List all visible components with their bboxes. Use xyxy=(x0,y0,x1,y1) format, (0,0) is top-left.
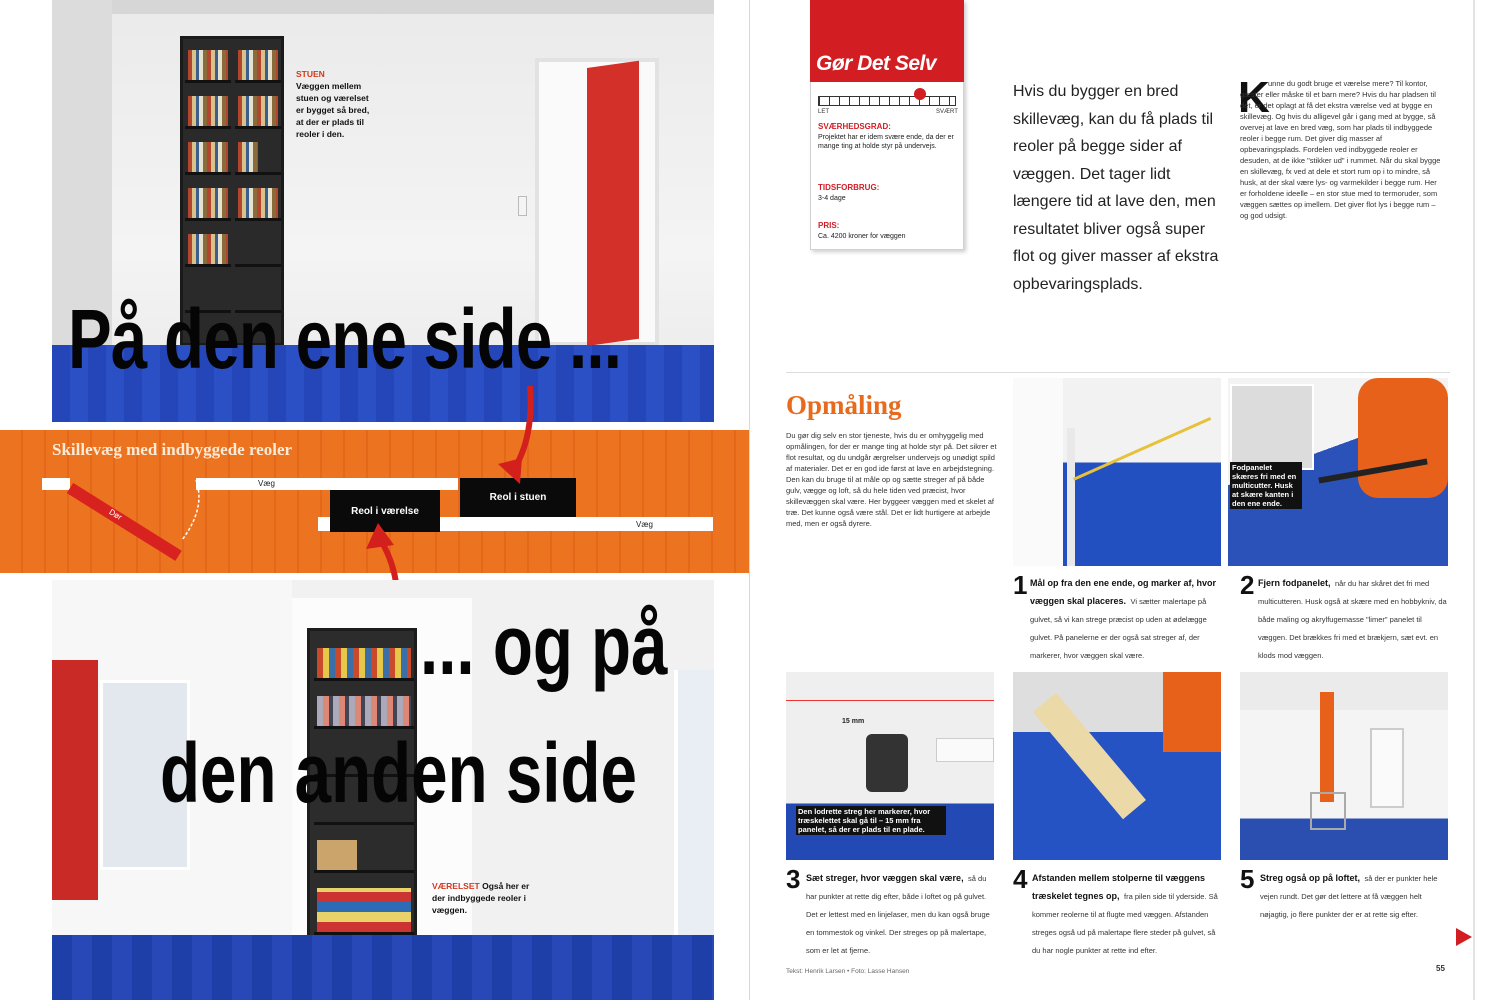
caption-tag: VÆRELSET xyxy=(432,881,480,891)
time-text: 3-4 dage xyxy=(818,195,846,202)
step-2-number: 2 xyxy=(1240,570,1255,600)
blue-floor xyxy=(52,935,714,1000)
step-5-body: så der er punkter hele vejen rundt. Det gør det lettere at få væggen helt nøjagtig, jo flere punkter der er at rette sig efter. xyxy=(1260,874,1438,919)
step-3-overlay: Den lodrette streg her markerer, hvor træskelettet skal gå til – 15 mm fra panelet, så der er plads til en plade. xyxy=(796,806,946,835)
step-1-photo xyxy=(1013,378,1221,566)
page-number: 55 xyxy=(1436,964,1445,973)
step-2-overlay: Fodpanelet skæres fri med en multicutter. Husk at skære kanten i den ene ende. xyxy=(1230,462,1302,509)
step-3-body: så du har punkter at rette dig efter, både i loftet og på gulvet. Det er lettest med en linjelaser, men du kan også bruge en tommestok og vinkel. Der streges op på malertape, som er let at fjerne. xyxy=(806,874,990,955)
next-page-arrow-icon xyxy=(1456,928,1472,946)
red-door xyxy=(52,660,98,900)
step-3-number: 3 xyxy=(786,864,801,894)
step-2-text xyxy=(1258,573,1450,663)
caption-vaerelset xyxy=(432,880,542,916)
difficulty-scale xyxy=(818,96,956,106)
step-3-text xyxy=(806,868,998,958)
difficulty-marker xyxy=(914,88,926,100)
wall-segment xyxy=(318,478,458,490)
step-4-number: 4 xyxy=(1013,864,1028,894)
step-3-heading: Sæt streger, hvor væggen skal være, xyxy=(806,873,964,883)
time-heading: TIDSFORBRUG: xyxy=(818,183,880,192)
caption-text: Væggen mellem stuen og værelset er bygget så bred, at der er plads til reoler i den. xyxy=(296,81,370,139)
floorplan-title: Skillevæg med indbyggede reoler xyxy=(52,440,293,459)
scale-label-right: SVÆRT xyxy=(936,109,958,115)
difficulty-text: Projektet har er idem svære ende, da der er mange ting at holde styr på undervejs. xyxy=(818,134,954,150)
arrow-down-icon xyxy=(490,380,550,490)
drop-cap: K xyxy=(1238,73,1270,122)
step-1-number: 1 xyxy=(1013,570,1028,600)
wall-label: Væg xyxy=(636,520,653,529)
step-2-heading: Fjern fodpanelet, xyxy=(1258,578,1331,588)
wall-segment xyxy=(42,478,70,490)
intro-text: Hvis du bygger en bred skillevæg, kan du få plads til reoler på begge sider af væggen. Det tager lidt længere tid at lave den, men resultatet bliver også super flot og giver masser af ekstra opbevaringsplads. xyxy=(1013,83,1219,293)
shelf-living-box: Reol i stuen xyxy=(460,478,576,517)
body-column: unne du godt bruge et værelse mere? Til kontor, gæster eller måske til et barn mere? Hvis du har pladsen til det, er det oplagt at få det ekstra værelse ved at bygge en skillevæg. Og hvis du alligevel går i gang med at bygge, så overvej at lave en bred væg, som har plads til indbyggede reoler i begge rum. Det giver dig masser af opbevaringsplads. Fordelen ved indbyggede reoler er desuden, at de ikke "stikker ud" i rummet. Når du skal bygge en skillevæg, fx ved at dele et stort rum op i to mindre, så husk, at der skal være lys- og varmekilder i begge rum. Her er forholdene ideelle – en stor stue med to termoruder, som væggen sættes op imellem. Det giver flot lys i begge rum – og god udsigt. xyxy=(1240,79,1441,220)
caption-text: Også her er der indbyggede reoler i væggen. xyxy=(432,881,530,915)
step-4-text xyxy=(1032,868,1224,958)
price-text: Ca. 4200 kroner for væggen xyxy=(818,233,906,240)
section-title: Opmåling xyxy=(786,390,902,420)
caption-tag: STUEN xyxy=(296,69,325,79)
section-divider xyxy=(786,372,1450,373)
ceiling xyxy=(52,0,714,14)
caption-stuen xyxy=(296,68,376,140)
step-5-number: 5 xyxy=(1240,864,1255,894)
door-symbol: Dør xyxy=(67,483,182,561)
step-4-photo xyxy=(1013,672,1221,860)
step-3-measure: 15 mm xyxy=(842,718,865,725)
difficulty-heading: SVÆRHEDSGRAD: xyxy=(818,122,891,131)
headline-other-side-1: ... og på xyxy=(420,598,668,692)
bedroom-window xyxy=(674,670,714,935)
price-heading: PRIS: xyxy=(818,221,840,230)
light-switch xyxy=(518,196,527,216)
scale-label-left: LET xyxy=(818,109,830,115)
headline-one-side: På den ene side ... xyxy=(68,292,622,386)
step-1-text xyxy=(1030,573,1222,663)
footer-credit: Tekst: Henrik Larsen • Foto: Lasse Hansen xyxy=(786,968,910,975)
step-5-photo xyxy=(1240,672,1448,860)
shelf-bedroom-box: Reol i værelse xyxy=(330,490,440,532)
page-edge xyxy=(1473,0,1475,1000)
step-5-heading: Streg også op på loftet, xyxy=(1260,873,1361,883)
step-4-body: fra pilen side til yderside. Så kommer reolerne til at flugte med væggen. Afstanden streges også ud på malertape flere steder på gulvet, så du har nogle punkter at rette ind efter. xyxy=(1032,892,1218,955)
step-5-text xyxy=(1260,868,1452,922)
step-4-heading: Afstanden mellem stolperne til væggens træskelet tegnes op, xyxy=(1032,873,1206,901)
headline-other-side-2: den anden side xyxy=(160,726,637,820)
section-body: Du gør dig selv en stor tjeneste, hvis du er omhyggelig med opmålingen, for der er mange ting at holde styr på. Det sikrer et flot resultat, og du undgår ærgrelser undervejs og unødigt spild af materialer. Det er en god ide først at lave en arbejdstegning. Den kan du bruge til at måle op og sætte streger af på både gulv, vægge og loft, så du hele tiden ved præcist, hvor skillevæggen skal være. Her byggeer væggen med et skelet af træ. Det kunne også være stål. Det er lidt hurtigere at arbejde med, men er også dyrere. xyxy=(786,431,997,528)
step-2-body: når du har skåret det fri med multicutteren. Husk også at skære med en hobbykniv, da både maling og akrylfugemasse "limer" panelet til væggen. Det brækkes fri med et brækjern, sæt evt. en klods mod væggen. xyxy=(1258,579,1447,660)
step-1-body: Vi sætter malertape på gulvet, så vi kan strege præcist op uden at ødelægge gulvet. På panelerne er der også sat streger af, der markerer, hvor væggen skal være. xyxy=(1030,597,1207,660)
wall-segment xyxy=(196,478,318,490)
step-1-heading: Mål op fra den ene ende, og marker af, hvor væggen skal placeres. xyxy=(1030,578,1217,606)
gds-title: Gør Det Selv xyxy=(816,52,937,75)
wall-label: Væg xyxy=(258,479,275,488)
door-swing-arc xyxy=(170,478,210,548)
